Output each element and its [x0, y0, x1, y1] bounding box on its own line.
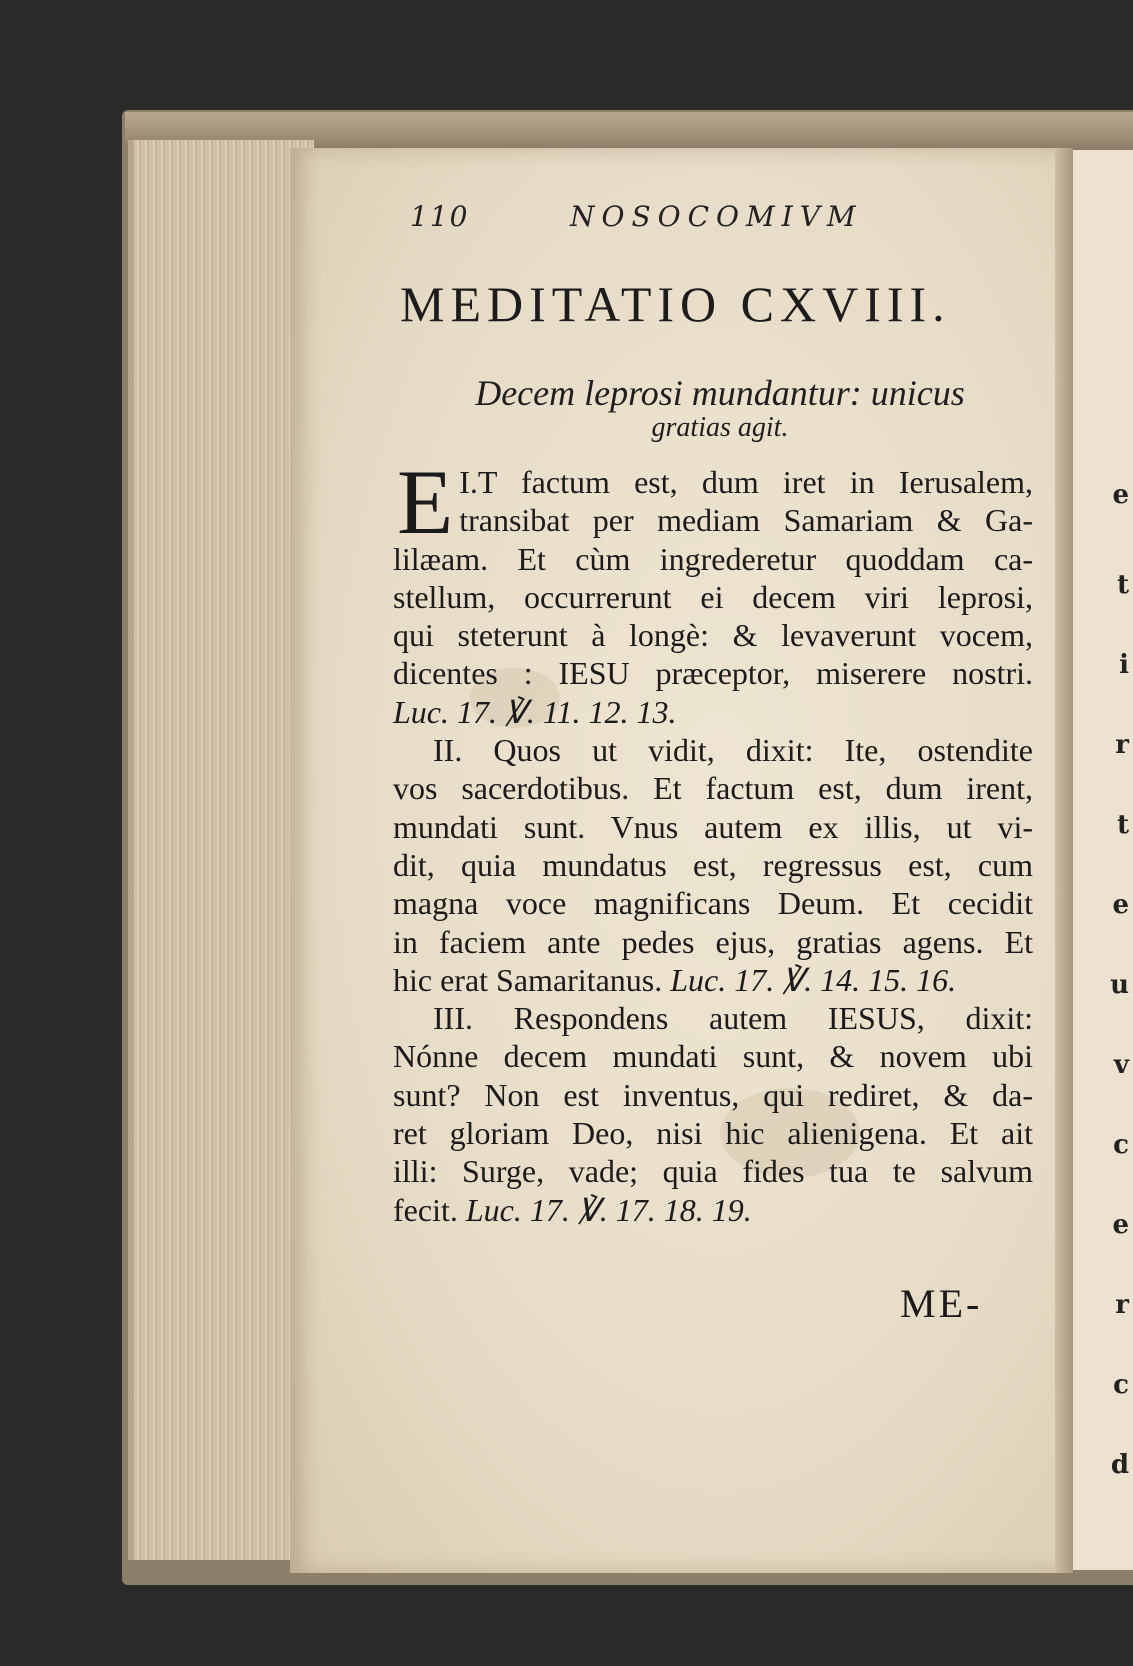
text-line: III. Respondens autem IESUS, dixit:	[433, 1000, 1033, 1037]
facing-page-letter: r	[1115, 1290, 1129, 1320]
facing-page-letter: c	[1113, 1130, 1129, 1160]
paragraph-number: I.	[459, 464, 478, 500]
drop-cap: E	[397, 451, 454, 553]
paragraph-1	[393, 451, 1033, 731]
facing-page-letter: v	[1113, 1050, 1129, 1080]
body-text	[393, 451, 1033, 1229]
text-line: mundati sunt. Vnus autem ex illis, ut vi-	[393, 808, 1033, 845]
text-line: sunt? Non est inventus, qui rediret, & da-	[393, 1076, 1033, 1113]
facing-page-letter: r	[1115, 730, 1129, 760]
running-title: NOSOCOMIVM	[570, 200, 863, 233]
page-number: 110	[410, 200, 470, 233]
book-gutter	[1055, 148, 1073, 1573]
catchword: ME-	[900, 1281, 983, 1326]
text-line-content: hic erat Samaritanus.	[393, 961, 663, 998]
facing-page-edge	[1073, 150, 1133, 1570]
facing-page-letter: e	[1112, 480, 1129, 510]
subtitle-line-2: gratias agit.	[651, 412, 789, 443]
text-line: in faciem ante pedes ejus, gratias agens. Et	[393, 923, 1033, 960]
text-line: ret gloriam Deo, nisi hic alienigena. Et ait	[393, 1115, 1033, 1152]
text-line: lilæam. Et cùm ingrederetur quoddam ca-	[393, 540, 1033, 577]
subtitle-line-1: Decem leprosi mundantur: unicus	[475, 373, 965, 413]
text-line: dicentes : IESU præceptor, miserere nostri.	[393, 655, 1033, 692]
facing-page-letter: e	[1112, 890, 1129, 920]
text-line	[393, 1191, 1033, 1229]
text-line: magna voce magnificans Deum. Et cecidit	[393, 885, 1033, 922]
text-line: qui steterunt à longè: & levaverunt vocem,	[393, 617, 1033, 654]
text-line: vos sacerdotibus. Et factum est, dum irent,	[393, 770, 1033, 807]
paragraph-2	[393, 731, 1033, 999]
text-line: illi: Surge, vade; quia fides tua te salvum	[393, 1153, 1033, 1190]
facing-page-letter: t	[1116, 810, 1129, 840]
text-line-content: fecit.	[393, 1191, 458, 1228]
running-header	[410, 200, 910, 240]
text-line: transibat per mediam Samariam & Ga-	[459, 502, 1033, 539]
text-line: Nónne decem mundati sunt, & novem ubi	[393, 1038, 1033, 1075]
facing-page-letter: t	[1116, 570, 1129, 600]
text-line: dit, quia mundatus est, regressus est, cum	[393, 846, 1033, 883]
facing-page-letter: d	[1110, 1450, 1129, 1480]
paragraph-3	[393, 999, 1033, 1229]
text-line: II. Quos ut vidit, dixit: Ite, ostendite	[433, 732, 1033, 769]
meditation-subtitle	[400, 372, 1040, 444]
meditation-title: MEDITATIO CXVIII.	[400, 276, 951, 332]
text-line	[393, 961, 1033, 999]
page-stack-edge	[128, 140, 314, 1560]
scripture-reference: Luc. 17. ℣. 17. 18. 19.	[465, 1191, 752, 1228]
facing-page-letter: i	[1119, 650, 1129, 680]
text-line-content: T factum est, dum iret in Ierusalem,	[477, 464, 1033, 500]
text-line: stellum, occurrerunt ei decem viri leprosi,	[393, 578, 1033, 615]
facing-page-letter: e	[1112, 1210, 1129, 1240]
scripture-reference: Luc. 17. ℣. 14. 15. 16.	[670, 961, 957, 998]
facing-page-letter: c	[1113, 1370, 1129, 1400]
facing-page-letter: u	[1110, 970, 1129, 1000]
scripture-reference: Luc. 17. ℣. 11. 12. 13.	[393, 693, 677, 730]
